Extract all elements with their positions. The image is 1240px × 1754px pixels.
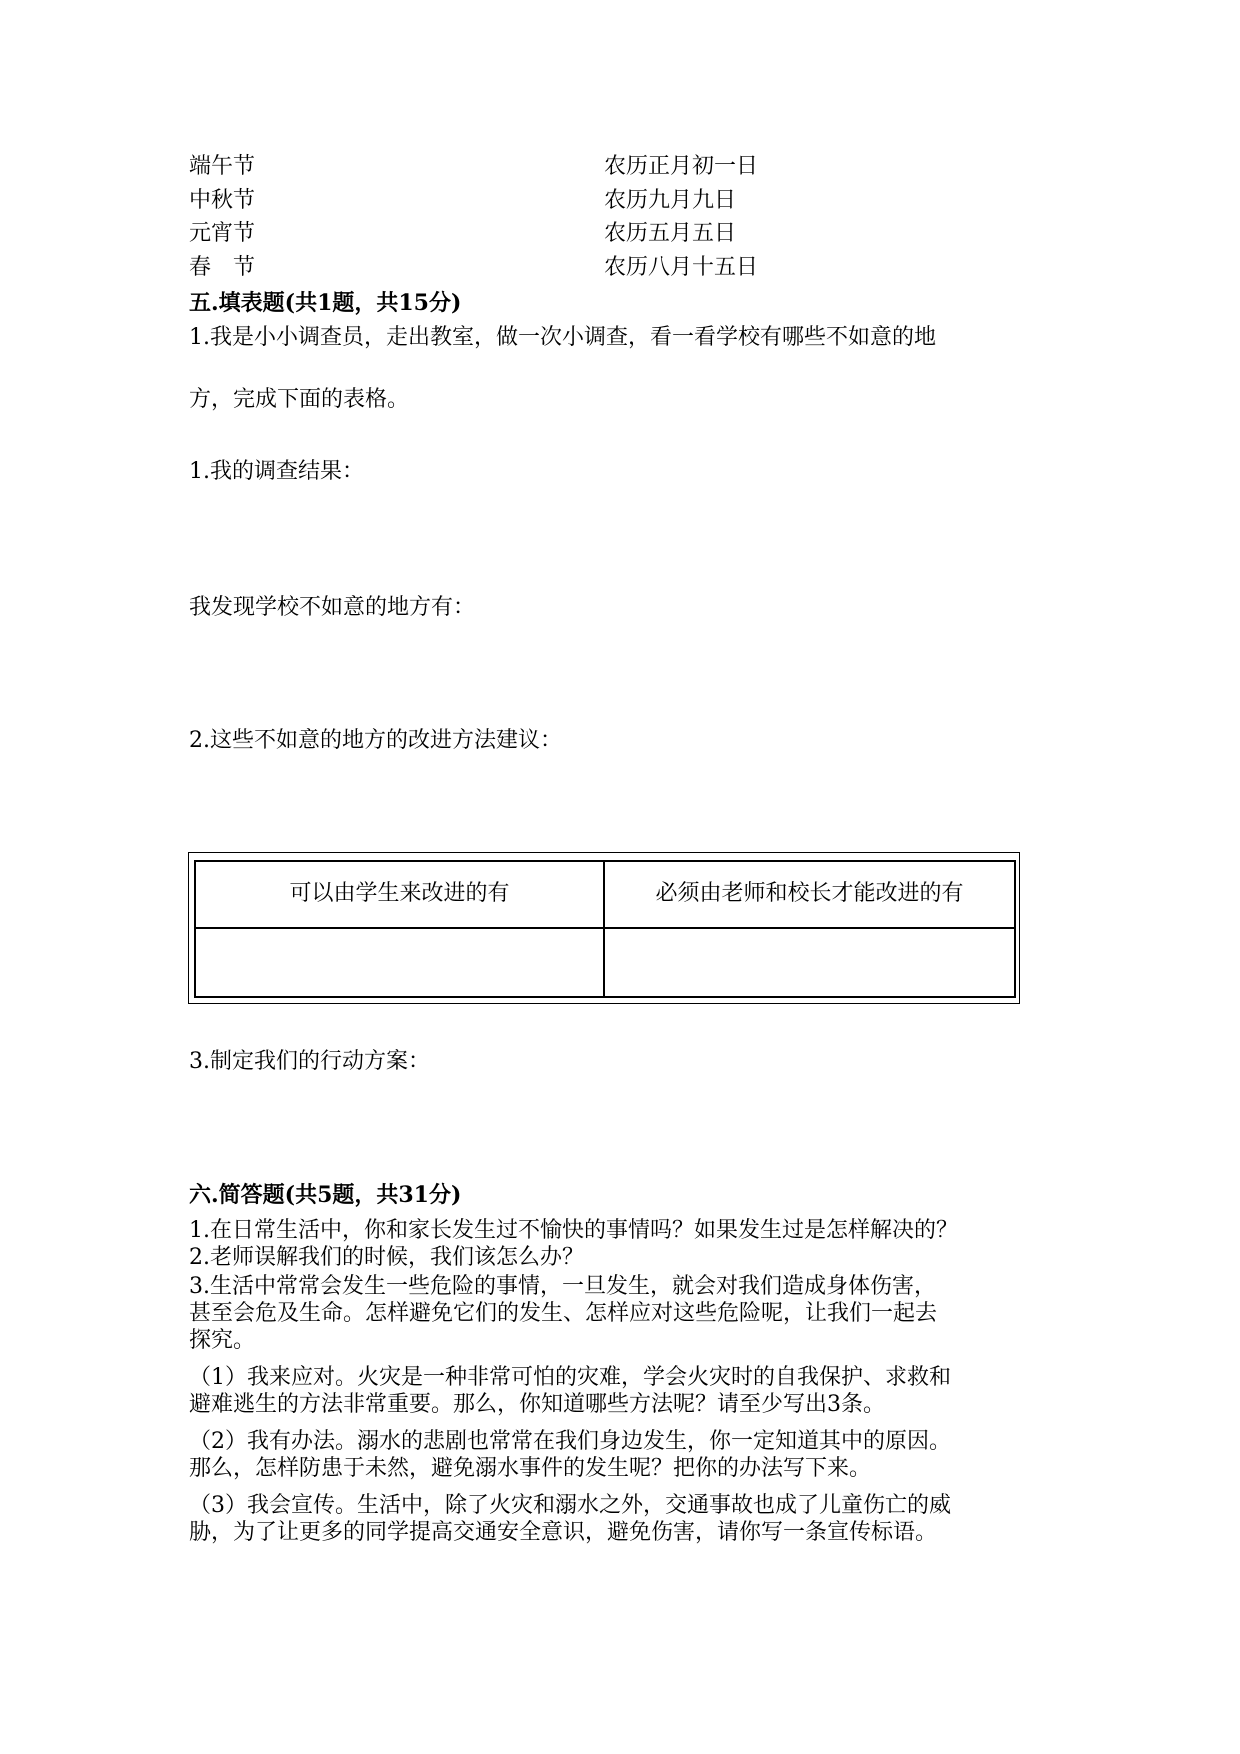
question-part: 避难逃生的方法非常重要。那么，你知道哪些方法呢？请至少写出3条。 [189,1392,885,1417]
question-part: （2）我有办法。溺水的悲剧也常常在我们身边发生，你一定知道其中的原因。 [189,1429,951,1454]
question-part: （3）我会宣传。生活中，除了火灾和溺水之外，交通事故也成了儿童伤亡的威 [189,1493,951,1518]
date-item: 农历八月十五日 [604,255,759,280]
sub-question: 我发现学校不如意的地方有： [189,595,476,620]
question-text: 2.老师误解我们的时候，我们该怎么办？ [189,1245,584,1270]
question-part: 那么，怎样防患于未然，避免溺水事件的发生呢？把你的办法写下来。 [189,1456,872,1481]
festival-item: 中秋节 [189,188,256,213]
question-text: 甚至会危及生命。怎样避免它们的发生、怎样应对这些危险呢，让我们一起去 [189,1301,938,1326]
date-item: 农历五月五日 [604,221,737,246]
table-header-teachers: 必须由老师和校长才能改进的有 [655,881,964,906]
question-text: 1.在日常生活中，你和家长发生过不愉快的事情吗？如果发生过是怎样解决的？ [189,1218,958,1243]
table-divider [194,927,1016,929]
date-item: 农历正月初一日 [604,154,759,179]
question-text: 方，完成下面的表格。 [189,387,410,412]
sub-question: 1.我的调查结果： [189,459,364,484]
sub-question: 3.制定我们的行动方案： [189,1049,430,1074]
table-cell-students[interactable] [196,940,603,990]
question-part: 胁，为了让更多的同学提高交通安全意识，避免伤害，请你写一条宣传标语。 [189,1520,938,1545]
festival-item: 元宵节 [189,221,256,246]
section-title-fill-table: 五.填表题(共1题，共15分) [189,290,462,316]
question-part: （1）我来应对。火灾是一种非常可怕的灾难，学会火灾时的自我保护、求救和 [189,1365,951,1390]
festival-item: 春 节 [189,255,256,280]
festival-item: 端午节 [189,154,256,179]
sub-question: 2.这些不如意的地方的改进方法建议： [189,728,562,753]
question-text: 探究。 [189,1328,256,1353]
table-cell-teachers[interactable] [605,940,1014,990]
table-header-students: 可以由学生来改进的有 [289,881,510,906]
section-title-short-answer: 六.简答题(共5题，共31分) [189,1182,462,1208]
question-text: 1.我是小小调查员，走出教室，做一次小调查，看一看学校有哪些不如意的地 [189,325,936,350]
question-text: 3.生活中常常会发生一些危险的事情，一旦发生，就会对我们造成身体伤害， [189,1274,936,1299]
date-item: 农历九月九日 [604,188,737,213]
